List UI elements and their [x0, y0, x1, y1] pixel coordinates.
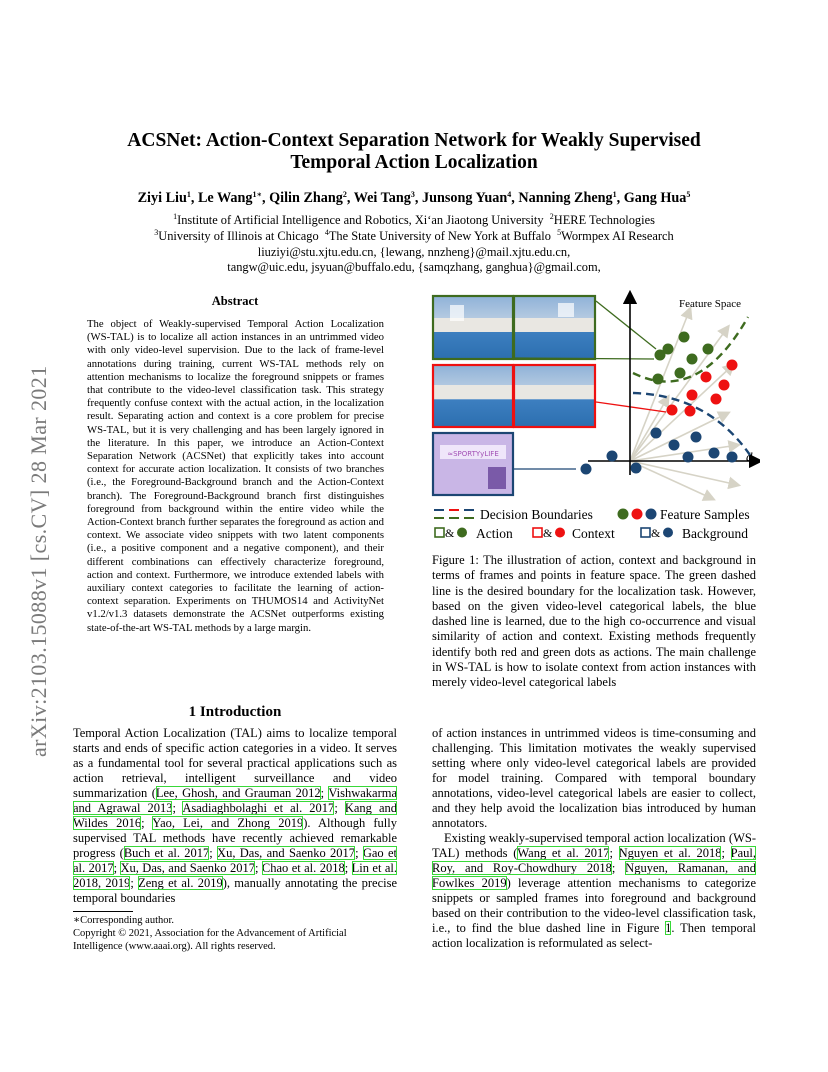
author-sup: 3 [410, 190, 415, 199]
legend-action: Action [476, 526, 513, 541]
citation-link[interactable]: Xu, Das, and Saenko 2017 [217, 846, 356, 860]
affiliation: University of Illinois at Chicago [158, 229, 319, 243]
affiliation: The State University of New York at Buffalo [328, 229, 551, 243]
author-sup: 5 [686, 190, 691, 199]
title-line-2: Temporal Action Localization [290, 152, 538, 173]
author-sup: 1 [612, 190, 617, 199]
affiliation-line-2 [60, 229, 768, 244]
feature-space-label: Feature Space [679, 298, 741, 310]
author-sup: 1 [186, 190, 191, 199]
email-line-1: liuziyi@stu.xjtu.edu.cn, {lewang, nnzheng}@mail.xjtu.edu.cn, [257, 245, 571, 259]
body-text: ), manually annotating the precise temporal boundaries [73, 876, 398, 905]
background-sample [607, 451, 618, 462]
copyright-note: Copyright © 2021, Association for the Advancement of Artificial Intelligence (www.aaai.org). All rights reserved. [73, 928, 347, 952]
introduction-left-column [73, 726, 397, 906]
separator: ; [334, 801, 345, 815]
background-sample [631, 463, 642, 474]
action-connector [596, 301, 656, 349]
citation-link[interactable]: Zeng et al. 2019 [138, 876, 223, 890]
citation-link[interactable]: Buch et al. 2017 [123, 846, 210, 860]
author: Ziyi Liu [137, 190, 187, 206]
green-decision-boundary [633, 317, 748, 382]
separator: ; [611, 861, 626, 875]
citation-link[interactable]: Kang and Wildes 2016 [73, 801, 397, 830]
action-frame-thumbnails [433, 296, 595, 359]
section-heading-introduction: 1 Introduction [188, 704, 282, 720]
citation-link[interactable]: Nguyen et al. 2018 [618, 846, 722, 860]
legend-decision-boundaries: Decision Boundaries [480, 507, 593, 522]
action-sample [655, 350, 666, 361]
author: Wei Tang [353, 190, 411, 206]
body-text: ). Although fully supervised TAL methods have recently achieved remarkable progress ( [73, 816, 397, 860]
author: Gang Hua [623, 190, 687, 206]
aff-sup: 3 [154, 228, 159, 237]
figure-legend [434, 507, 750, 541]
body-text: Temporal Action Localization (TAL) aims to localize temporal starts and ends of specific action categories in a video. It serves as a fundamental tool for several practical applications such as action retrieval, intelligent surveillance and video summarization ( [73, 726, 397, 800]
action-sample [703, 344, 714, 355]
separator: ; [609, 846, 619, 860]
citation-link[interactable]: Lee, Ghosh, and Grauman 2012 [155, 786, 321, 800]
abstract-text: The object of Weakly-supervised Temporal Action Localization (WS-TAL) is to localize all action instances in an untrimmed video with only video-level supervision. Due to the lack of frame-level annotations during training, current WS-TAL methods rely on attention mechanisms to localize the foreground snippets or frames that contribute to the video-level classification task. This strategy frequently confuse context with the actual action, in the localization result. Separating action and context is a core problem for precise WS-TAL, but it is very challenging and has been largely ignored in the literature. In this paper, we introduce an Action-Context Separation Network (ACSNet) that explicitly takes into account context for accurate action localization. It consists of two branches (i.e., the Foreground-Background branch and the Action-Context branch). The Foreground-Background branch first distinguishes foreground from background within the entire video while the Action-Context branch further separates the foreground as action and context. We associate video snippets with two latent components (i.e., a positive component and a negative component), and their different combinations can effectively characterize foreground, action and context. Furthermore, we introduce extended labels with auxiliary context categories to facilitate the learning of action-context separation. Experiments on THUMOS14 and ActivityNet v1.2/v1.3 datasets demonstrate the ACSNet outperforms existing state-of-the-art WS-TAL methods by a large margin. [87, 318, 384, 634]
email-line-2: tangw@uic.edu, jsyuan@buffalo.edu, {samqzhang, ganghua}@gmail.com, [227, 260, 601, 274]
author: Nanning Zheng [518, 190, 613, 206]
author-sup: 1∗ [252, 190, 263, 199]
background-sample [581, 464, 592, 475]
affiliation: Institute of Artificial Intelligence and Robotics, Xi‘an Jiaotong University [177, 213, 544, 227]
separator: ; [130, 876, 139, 890]
legend-amp: & [445, 526, 455, 540]
aff-sup: 5 [557, 228, 562, 237]
separator: ; [141, 816, 153, 830]
body-paragraph: of action instances in untrimmed videos is time-consuming and challenging. This limitation motivates the weakly supervised setting where only video-level categorical labels are provided for model training. Compared with temporal boundary annotations, video-level categorical labels are easier to collect, and they help avoid the localization bias introduced by human annotators. [432, 726, 756, 830]
background-sample [683, 452, 694, 463]
legend-amp: & [543, 526, 553, 540]
background-sample [709, 448, 720, 459]
author: Le Wang [197, 190, 253, 206]
citation-link[interactable]: Chao et al. 2018 [261, 861, 345, 875]
legend-amp: & [651, 526, 661, 540]
context-sample [667, 405, 678, 416]
citation-link[interactable]: Xu, Das, and Saenko 2017 [120, 861, 255, 875]
author-list: Ziyi Liu$^1$, Le Wang$^{1∗}$, Qilin Zhang$^2$, Wei Tang$^3$, Junsong Yuan$^4$, Nanning Zheng$^1$, Gang Hua$^5$ [137, 190, 691, 206]
citation-link[interactable]: Paul, Roy, and Roy-Chowdhury 2018 [432, 846, 756, 875]
author-sup: 4 [507, 190, 512, 199]
background-sample [727, 452, 738, 463]
introduction-right-column [432, 726, 756, 951]
separator: ; [209, 846, 218, 860]
citation-link[interactable]: Gao et al. 2017 [73, 846, 397, 875]
author: Junsong Yuan [421, 190, 508, 206]
context-sample [711, 394, 722, 405]
body-paragraph [432, 831, 756, 951]
affiliation: Wormpex AI Research [561, 229, 674, 243]
separator: ; [172, 801, 183, 815]
title-line-1: ACSNet: Action-Context Separation Network for Weakly Supervised [127, 130, 701, 151]
citation-link[interactable]: Nguyen, Ramanan, and Fowlkes 2019 [432, 861, 756, 890]
paper-title [100, 130, 728, 174]
thumbnail-text: ≈SPORTYyLIFE [447, 450, 499, 458]
context-sample [687, 390, 698, 401]
context-sample [719, 380, 730, 391]
arxiv-identifier: arXiv:2103.15088v1 [cs.CV] 28 Mar 2021 [26, 365, 51, 757]
context-frame-thumbnails [433, 365, 595, 427]
citation-link[interactable]: Lin et al. 2018, 2019 [73, 861, 397, 890]
legend-background: Background [682, 526, 748, 541]
citation-link[interactable]: Wang et al. 2017 [517, 846, 610, 860]
context-connector [596, 402, 666, 412]
aff-sup: 2 [549, 212, 554, 221]
context-sample [701, 372, 712, 383]
affiliation: HERE Technologies [553, 213, 655, 227]
action-sample [653, 374, 664, 385]
separator: ; [113, 861, 121, 875]
legend-context: Context [572, 526, 615, 541]
aff-sup: 1 [173, 212, 178, 221]
corresponding-author-note: ∗Corresponding author. [73, 915, 175, 926]
separator: ; [721, 846, 731, 860]
legend-feature-samples: Feature Samples [660, 507, 750, 522]
separator: ; [254, 861, 262, 875]
author: Qilin Zhang [269, 190, 343, 206]
context-sample [727, 360, 738, 371]
body-text: ) leverage attention mechanisms to categorize snippets or sampled frames into foreground and background based on their contribution to the video-level classification task, i.e., to find the blue dashed line in Figure [432, 876, 756, 935]
footnote-rule [73, 911, 133, 912]
body-text: Existing weakly-supervised temporal action localization (WS-TAL) methods ( [432, 831, 756, 860]
aff-sup: 4 [324, 228, 329, 237]
action-sample [679, 332, 690, 343]
citation-link[interactable]: Vishwakarma and Agrawal 2013 [73, 786, 397, 815]
footnote [73, 914, 397, 953]
separator: ; [344, 861, 352, 875]
figure-caption: Figure 1: The illustration of action, context and background in terms of frames and points in feature space. The green dashed line is the desired boundary for the localization task. However, based on the given video-level categorical labels, the blue dashed line is learned, due to the high co-occurrence and visual similarity of action and context. Existing methods frequently identify both red and green dots as actions. The main challenge in WS-TAL is how to isolate context from action instances with merely video-level categorical labels [432, 553, 756, 690]
context-sample [685, 406, 696, 417]
separator: ; [355, 846, 363, 860]
citation-link[interactable]: Yao, Lei, and Zhong 2019 [152, 816, 304, 830]
background-sample [651, 428, 662, 439]
background-sample [691, 432, 702, 443]
separator: ; [320, 786, 329, 800]
affiliation-line-1 [60, 213, 768, 228]
action-sample [687, 354, 698, 365]
citation-link[interactable]: Asadiaghbolaghi et al. 2017 [182, 801, 335, 815]
axis-label-d: d [746, 449, 753, 464]
background-sample [669, 440, 680, 451]
background-frame-thumbnail [433, 433, 513, 495]
author-sup: 2 [342, 190, 347, 199]
figure-1 [428, 285, 760, 547]
body-text: . Then temporal action localization is reformulated as select- [432, 921, 756, 950]
abstract-heading: Abstract [211, 294, 259, 308]
action-sample [675, 368, 686, 379]
figure-reference-link[interactable]: 1 [665, 921, 672, 935]
